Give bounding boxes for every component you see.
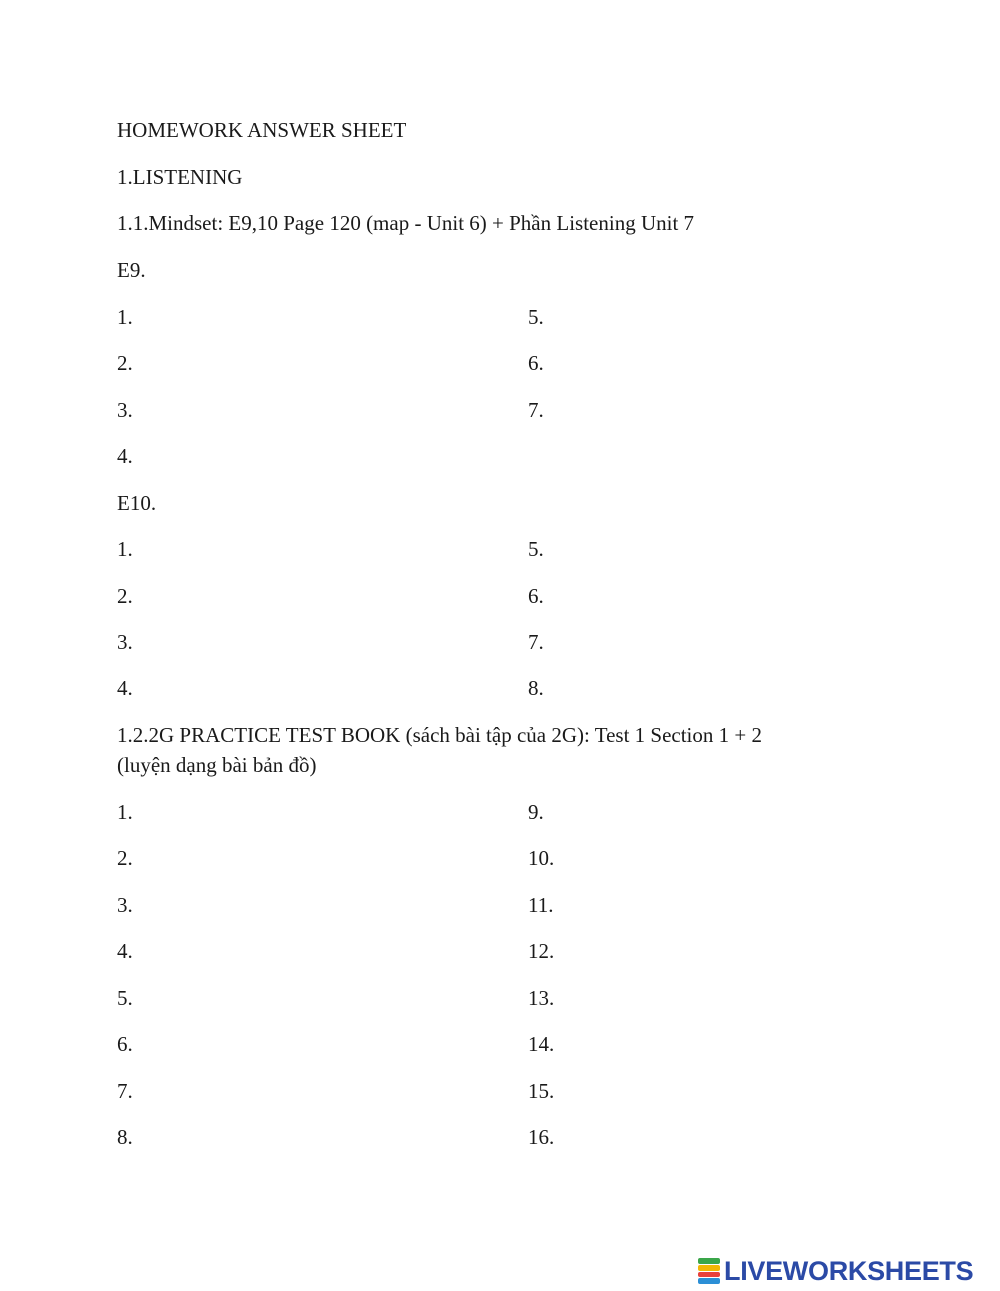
part2-item: 4.: [117, 939, 133, 963]
part2-item: 9.: [528, 800, 544, 824]
part2-item: 12.: [528, 939, 555, 963]
logo-block: [698, 1272, 720, 1278]
part2-item: 11.: [528, 893, 554, 917]
e9-item: 1.: [117, 305, 133, 329]
e9-label: E9.: [117, 258, 146, 282]
e10-item: 5.: [528, 537, 544, 561]
e10-item: 2.: [117, 584, 133, 608]
e10-label: E10.: [117, 491, 157, 515]
logo-mark-icon: [698, 1258, 720, 1284]
logo-block: [698, 1265, 720, 1271]
logo-block: [698, 1278, 720, 1284]
e9-item: 3.: [117, 398, 133, 422]
part2-item: 13.: [528, 986, 555, 1010]
part2-item: 8.: [117, 1125, 133, 1149]
e9-item: 4.: [117, 444, 133, 468]
part2-item: 10.: [528, 846, 555, 870]
part2-item: 3.: [117, 893, 133, 917]
part2-item: 2.: [117, 846, 133, 870]
part2-item: 6.: [117, 1032, 133, 1056]
e10-item: 4.: [117, 676, 133, 700]
part2-item: 5.: [117, 986, 133, 1010]
part2-heading-line2: (luyện dạng bài bản đồ): [117, 753, 317, 777]
e9-item: 2.: [117, 351, 133, 375]
section-heading-listening: 1.LISTENING: [117, 165, 243, 189]
part2-item: 15.: [528, 1079, 555, 1103]
e10-item: 6.: [528, 584, 544, 608]
part2-heading-line1: 1.2.2G PRACTICE TEST BOOK (sách bài tập của 2G): Test 1 Section 1 + 2: [117, 723, 762, 747]
part2-item: 7.: [117, 1079, 133, 1103]
logo-text: LIVEWORKSHEETS: [724, 1255, 974, 1286]
e10-item: 7.: [528, 630, 544, 654]
e9-item: 7.: [528, 398, 544, 422]
logo-block: [698, 1258, 720, 1264]
e10-item: 3.: [117, 630, 133, 654]
liveworksheets-logo: [698, 1256, 973, 1286]
document-title: HOMEWORK ANSWER SHEET: [117, 118, 407, 142]
e9-item: 6.: [528, 351, 544, 375]
e9-item: 5.: [528, 305, 544, 329]
e10-item: 1.: [117, 537, 133, 561]
part2-item: 1.: [117, 800, 133, 824]
part2-item: 16.: [528, 1125, 555, 1149]
e10-item: 8.: [528, 676, 544, 700]
part2-item: 14.: [528, 1032, 555, 1056]
part1-heading: 1.1.Mindset: E9,10 Page 120 (map - Unit 6) + Phần Listening Unit 7: [117, 211, 695, 235]
